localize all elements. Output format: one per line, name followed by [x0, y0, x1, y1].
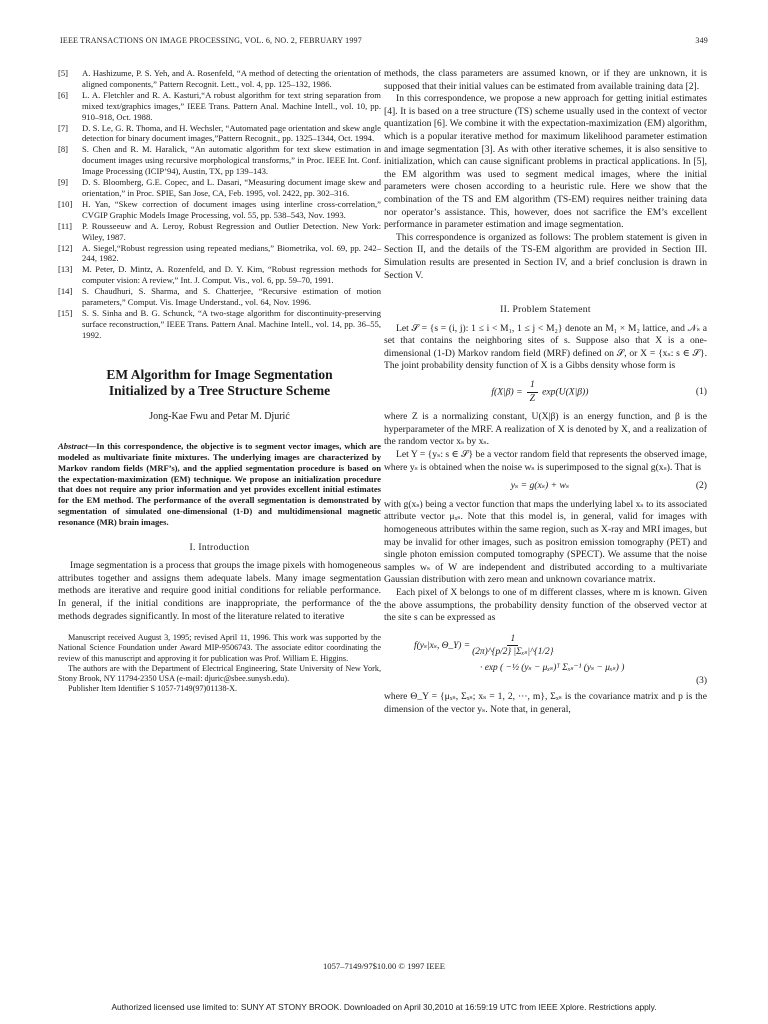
abstract	[58, 441, 381, 527]
body-paragraph: Let Y = {yₛ: s ∈ 𝒮} be a vector random field that represents the observed image, where yₛ is obtained when the noise wₛ is superimposed to the signal g(xₛ). That is	[384, 449, 707, 473]
reference-item: [12] A. Siegel,“Robust regression using repeated medians,” Biometrika, vol. 69, pp. 242–244, 1982.	[58, 242, 381, 264]
reference-item: [7] D. S. Le, G. R. Thoma, and H. Wechsler, “Automated page orientation and skew angle detection for binary document images,”Pattern Recognit., pp. 1325–1344, Oct. 1994.	[58, 122, 381, 144]
abstract-label: Abstract—	[58, 441, 97, 452]
reference-item: [11] P. Rousseeuw and A. Leroy, Robust Regression and Outlier Detection. New York: Wiley, 1987.	[58, 220, 381, 242]
journal-header: IEEE TRANSACTIONS ON IMAGE PROCESSING, VOL. 6, NO. 2, FEBRUARY 1997	[60, 36, 362, 45]
left-column	[58, 68, 381, 694]
equation-number: (2)	[695, 480, 707, 492]
equation-3: f(yₛ|xₛ, Θ_Y) = $\frac{1}{\text{(2π)\textasciicircum{}\{p/2\} |Σₓₛ|\textasciicircum{}\{1/2\}}}$ · exp ( −½ (yₛ − μₓₛ)ᵀ Σₓₛ⁻¹ (yₛ − μₓₛ) ) (3)	[384, 633, 707, 687]
reference-item: [15] S. S. Sinha and B. G. Schunck, “A two-stage algorithm for discontinuity-preserving surface reconstruction,” IEEE Trans. Pattern Anal. Machine Intell., vol. 14, pp. 36–55, 1992.	[58, 307, 381, 340]
footnote: Manuscript received August 3, 1995; revised April 11, 1996. This work was supported by the National Science Foundation under Award MIP-9506743. The associate editor coordinating the review of this manuscript and approving it for publication was Prof. William E. Higgins. The authors are with the Department of Electrical Engineering, State University of New York, Stony Brook, NY 11794-2350 USA (e-mail: djuric@sbee.sunysb.edu). Publisher Item Identifier S 1057-7149(97)01138-X.	[58, 633, 381, 694]
body-paragraph: where Θ_Y = {μₓₛ, Σₓₛ; xₛ = 1, 2, ···, m}, Σₓₛ is the covariance matrix and p is the dimension of the vector yₛ. Note that, in general,	[384, 691, 707, 715]
reference-item: [5] A. Hashizume, P. S. Yeh, and A. Rosenfeld, “A method of detecting the orientation of aligned components,” Pattern Recognit. Lett., vol. 4, pp. 125–132, 1986.	[58, 68, 381, 89]
body-paragraph: This correspondence is organized as follows: The problem statement is given in Section II, and the details of the TS-EM algorithm are provided in Section III. Simulation results are presented in Section IV, and a brief conclusion is drawn in Section V.	[384, 231, 707, 281]
paper-authors: Jong-Kae Fwu and Petar M. Djurić	[149, 410, 290, 422]
equation-1: f(X|β) = $\frac{1}{Z}$ exp(U(X|β)) (1)	[491, 379, 707, 404]
section-heading-introduction: I. Introduction	[189, 541, 250, 553]
intro-paragraph: Image segmentation is a process that groups the image pixels with homogeneous attributes together and assigns them adequate labels. Many image segmentation methods are iterative and require good initial conditions for reliable performance. In general, if the initial conditions are inappropriate, the performance of the methods degrades significantly. In most of the literature related to iterative	[58, 560, 381, 622]
license-notice: Authorized licensed use limited to: SUNY AT STONY BROOK. Downloaded on April 30,2010 at 16:59:19 UTC from IEEE Xplore. Restrictions apply.	[111, 1002, 657, 1012]
equation-number: (1)	[695, 385, 707, 397]
body-paragraph: Let 𝒮 = {s = (i, j): 1 ≤ i < M₁, 1 ≤ j < M₂} denote an M₁ × M₂ lattice, and 𝒩ₛ a set that contains the neighboring sites of s. Suppose also that X is a one-dimensional (1-D) Markov random field (MRF) defined on 𝒮, or X = {xₛ: s ∈ 𝒮}. The joint probability density function of X is a Gibbs density whose form is	[384, 322, 707, 372]
copyright-code: 1057–7149/97$10.00 © 1997 IEEE	[322, 961, 446, 971]
reference-item: [8] S. Chen and R. M. Haralick, “An automatic algorithm for text skew estimation in document images using recursive morphological transforms,” in Proc. IEEE Int. Conf. Image Processing (ICIP’94), Austin, TX, pp 139–143.	[58, 144, 381, 177]
page-number: 349	[695, 36, 708, 45]
right-column	[384, 68, 707, 716]
abstract-text: In this correspondence, the objective is to segment vector images, which are modeled as multivariate finite mixtures. The underlying images are characterized by Markov random fields (MRF’s), and the applied segmentation procedure is based on the expectation-maximization (EM) technique. We propose an initialization procedure that does not require any prior information and yet provides excellent initial estimates for the EM method. The performance of the overall segmentation is demonstrated by segmentation of simulated one-dimensional (1-D) and multidimensional magnetic resonance (MR) brain images.	[58, 441, 381, 527]
equation-number: (3)	[696, 675, 707, 686]
section-heading-problem-statement: II. Problem Statement	[500, 304, 591, 316]
body-paragraph: In this correspondence, we propose a new approach for getting initial estimates [4]. It is based on a tree structure (TS) scheme usually used in the context of vector quantization [6]. We combine it with the expectation-maximization (EM) algorithm, which is a popular iterative method for maximum likelihood parameter estimation and image segmentation [3]. As with other iterative schemes, it is also sensitive to initialization, which can cause significant problems in practical applications. In [5], the EM algorithm was used to segment medical images, where the initial parameters were chosen according to a heuristic rule. Here we show that the combination of the TS and EM algorithm (TS-EM) requires neither training data nor operator’s assistance. This, however, does not sacrifice the EM’s excellent performance in parameter estimation and image segmentation.	[384, 93, 707, 231]
reference-item: [10] H. Yan, “Skew correction of document images using interline cross-correlation,” CVGIP Graphic Models Image Processing, vol. 55, pp. 538–543, Nov. 1993.	[58, 198, 381, 220]
body-paragraph: where Z is a normalizing constant, U(X|β) is an energy function, and β is the hyperparameter of the MRF. A realization of X is denoted by X, and a realization of the random vector xₛ by xₛ.	[384, 411, 707, 448]
equation-2: yₛ = g(xₛ) + wₛ (2)	[510, 480, 707, 492]
reference-item: [13] M. Peter, D. Mintz, A. Rozenfeld, and D. Y. Kim, “Robust regression methods for computer vision: A review,” Int. J. Comput. Vis., vol. 6, pp. 59–70, 1991.	[58, 264, 381, 286]
body-paragraph: Each pixel of X belongs to one of m different classes, where m is known. Given the above assumptions, the probability density function of the observed vector at the site s can be expressed as	[384, 586, 707, 624]
body-paragraph: with g(xₛ) being a vector function that maps the underlying label xₛ to its associated attribute vector μₓₛ. Note that this model is, in general, valid for images with homogeneous attributes within the same region, such as X-ray and MRI images, but may be invalid for other images, such as positron emission tomography (PET) and single photon emission computed tomography (SPECT). We assume that the noise samples wₛ of W are independent and distributed according to a multivariate Gaussian distribution with zero mean and unknown covariance matrix.	[384, 498, 707, 586]
reference-list	[58, 68, 381, 341]
reference-item: [14] S. Chaudhuri, S. Sharma, and S. Chatterjee, “Recursive estimation of motion parameters,” Comput. Vis. Image Understand., vol. 64, Nov. 1996.	[58, 286, 381, 308]
reference-item: [6] L. A. Fletchler and R. A. Kasturi,“A robust algorithm for text string separation from mixed text/graphics images,” IEEE Trans. Pattern Anal. Machine Intell., vol. 10, pp. 910–918, Oct. 1988.	[58, 89, 381, 122]
paper-title: EM Algorithm for Image Segmentation Initialized by a Tree Structure Scheme	[106, 366, 333, 398]
body-paragraph: methods, the class parameters are assumed known, or if they are unknown, it is supposed that their initial values can be estimated from available training data [2].	[384, 68, 707, 92]
reference-item: [9] D. S. Bloomberg, G.E. Copec, and L. Dasari, “Measuring document image skew and orientation,” in Proc. SPIE, San Jose, CA, Feb. 1995, vol. 2422, pp. 302–316.	[58, 177, 381, 198]
running-header	[60, 36, 708, 45]
